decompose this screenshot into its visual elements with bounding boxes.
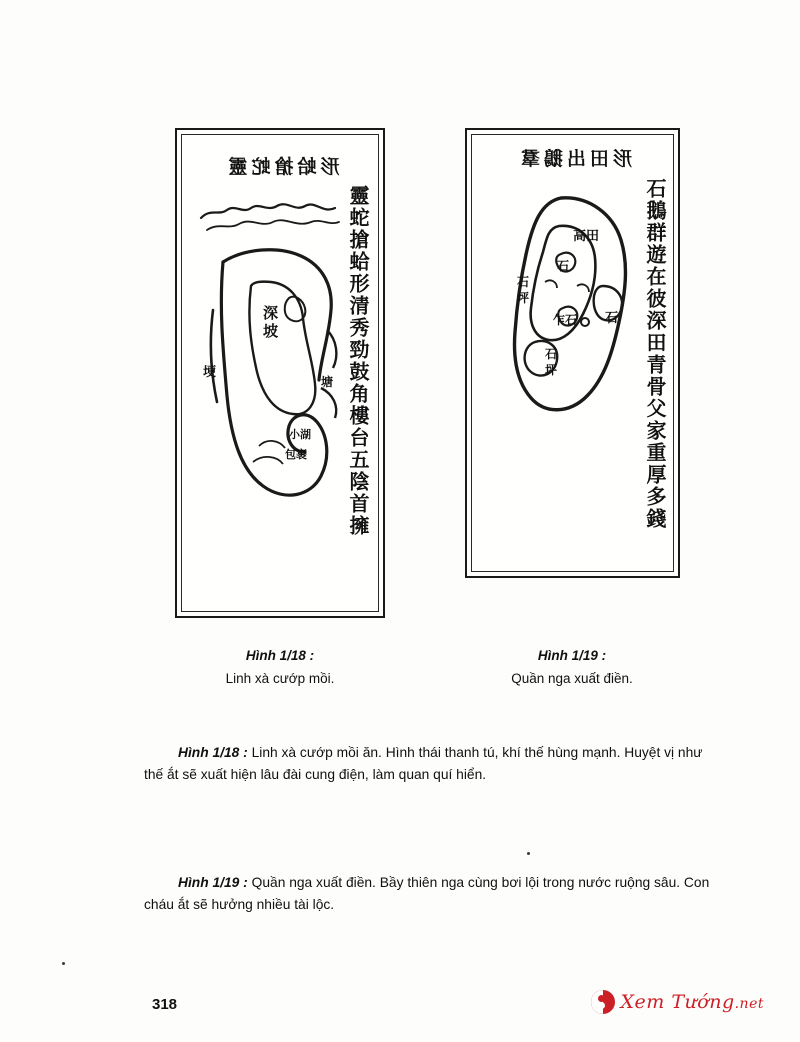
svg-text:塘: 塘	[321, 375, 334, 389]
svg-text:小湖: 小湖	[289, 428, 311, 441]
figures-row	[0, 128, 800, 698]
paragraph-1-19-lead: Hình 1/19 :	[178, 875, 248, 890]
svg-text:乍石: 乍石	[553, 313, 578, 327]
scan-speck	[62, 962, 65, 965]
scan-speck	[527, 852, 530, 855]
watermark-name: Xem Tướng	[620, 991, 735, 1013]
watermark-text	[621, 991, 764, 1013]
site-watermark	[591, 990, 764, 1014]
figure-1-19-caption-text: Quần nga xuất điền.	[511, 670, 633, 686]
svg-text:高田: 高田	[573, 229, 600, 244]
figure-1-19-plate-column: 石鵝群遊在彼深田青骨父家重厚多錢	[643, 178, 667, 530]
paragraph-1-18	[144, 742, 714, 787]
svg-text:深: 深	[263, 304, 279, 322]
svg-text:石: 石	[517, 275, 530, 289]
figure-1-19-caption-label: Hình 1/19 :	[537, 648, 607, 663]
figure-1-19-plate-title: 形田出鵝羣	[517, 148, 633, 170]
figure-1-19	[465, 128, 680, 686]
svg-text:包裹: 包裹	[285, 448, 307, 461]
watermark-suffix: .net	[734, 996, 764, 1012]
figure-1-18-caption-text: Linh xà cướp mồi.	[225, 670, 335, 686]
svg-text:石: 石	[605, 311, 619, 326]
page-number: 318	[152, 996, 178, 1013]
figure-1-18-plate	[175, 128, 385, 618]
svg-text:石: 石	[545, 347, 558, 361]
figure-1-18-plate-column: 靈蛇搶蛤形清秀勁鼓角樓台五陰首擁	[346, 185, 370, 537]
paragraph-1-19	[144, 872, 714, 917]
paragraph-1-19-text: Quần nga xuất điền. Bầy thiên nga cùng bơi lội trong nước ruộng sâu. Con cháu ắt sẽ hưởng nhiều tài lộc.	[144, 875, 710, 913]
svg-text:坡: 坡	[263, 322, 279, 340]
paragraph-1-18-text: Linh xà cướp mồi ăn. Hình thái thanh tú, khí thế hùng mạnh. Huyệt vị như thế ắt sẽ xuất hiện lâu đài cung điện, làm quan quí hiển.	[144, 745, 703, 783]
svg-text:石: 石	[557, 259, 570, 273]
figure-1-18-caption	[165, 646, 395, 690]
figure-1-19-caption	[457, 646, 687, 690]
figure-1-19-plate	[465, 128, 680, 578]
figure-1-18-drawing	[193, 190, 353, 520]
figure-1-18-caption-label: Hình 1/18 :	[245, 648, 315, 663]
yin-yang-icon	[591, 990, 615, 1014]
svg-text:坪: 坪	[517, 291, 530, 305]
figure-1-18	[175, 128, 385, 686]
svg-text:埂: 埂	[203, 365, 217, 380]
paragraph-1-18-lead: Hình 1/18 :	[178, 745, 248, 760]
svg-text:坪: 坪	[545, 363, 558, 377]
figure-1-18-plate-title: 形蛤搶蛇靈	[224, 156, 340, 178]
figure-1-19-drawing	[487, 182, 647, 482]
